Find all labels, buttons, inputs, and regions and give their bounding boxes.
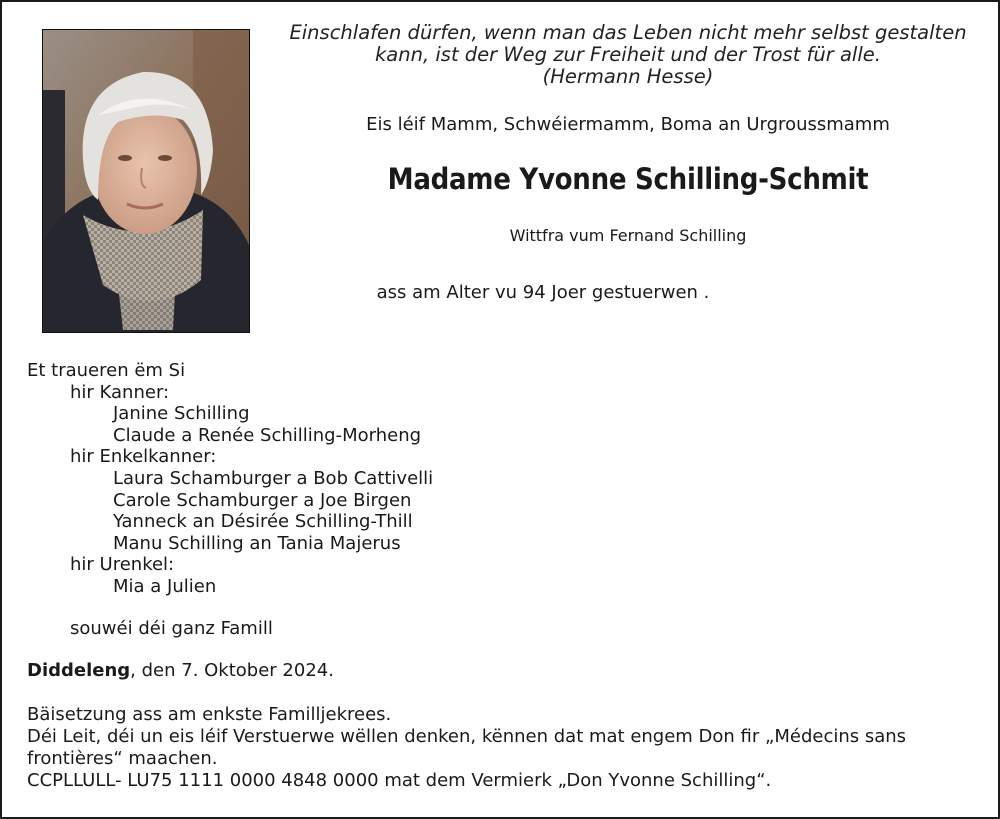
footer-line-3: frontières“ maachen. [27, 748, 218, 769]
place-name: Diddeleng [27, 660, 131, 681]
quote-line-1: Einschlafen dürfen, wenn man das Leben nicht mehr selbst gestalten [289, 21, 967, 44]
portrait-photo [42, 29, 250, 333]
group-label: hir Urenkel: [70, 554, 175, 576]
mourner-name: Janine Schilling [113, 403, 250, 425]
footer-line-1: Bäisetzung ass am enkste Familljekrees. [27, 704, 392, 725]
group-label: hir Kanner: [70, 381, 170, 403]
mourner-name: Carole Schamburger a Joe Birgen [113, 489, 412, 511]
date-text: , den 7. Oktober 2024. [130, 660, 334, 681]
deceased-name: Madame Yvonne Schilling-Schmit [387, 162, 869, 196]
mourner-name: Yanneck an Désirée Schilling-Thill [113, 511, 413, 533]
funeral-notice [27, 704, 977, 792]
footer-line-2: Déi Leit, déi un eis léif Verstuerwe wëllen denken, kënnen dat mat engem Don fir „Médecins sans [27, 726, 907, 747]
group-label: hir Enkelkanner: [70, 446, 217, 468]
mourner-name: Laura Schamburger a Bob Cattivelli [113, 467, 434, 489]
mourners-list [27, 360, 433, 598]
quote-line-2: kann, ist der Weg zur Freiheit und der Trost für alle. [375, 43, 881, 66]
mourner-name: Manu Schilling an Tania Majerus [113, 532, 401, 554]
family-closing: souwéi déi ganz Famill [70, 618, 273, 639]
memorial-quote [270, 22, 986, 88]
mourner-name: Claude a Renée Schilling-Morheng [113, 424, 422, 446]
place-date [27, 660, 334, 681]
footer-line-4: CCPLLULL- LU75 1111 0000 4848 0000 mat dem Vermierk „Don Yvonne Schilling“. [27, 770, 772, 791]
mourners-intro: Et traueren ëm Si [27, 360, 186, 381]
relationship-line: Eis léif Mamm, Schwéiermamm, Boma an Urgroussmamm [366, 114, 890, 135]
widow-of-line: Wittfra vum Fernand Schilling [509, 226, 747, 245]
quote-author: (Hermann Hesse) [542, 65, 714, 88]
age-line: ass am Alter vu 94 Joer gestuerwen . [376, 282, 710, 303]
mourner-name: Mia a Julien [113, 575, 217, 597]
